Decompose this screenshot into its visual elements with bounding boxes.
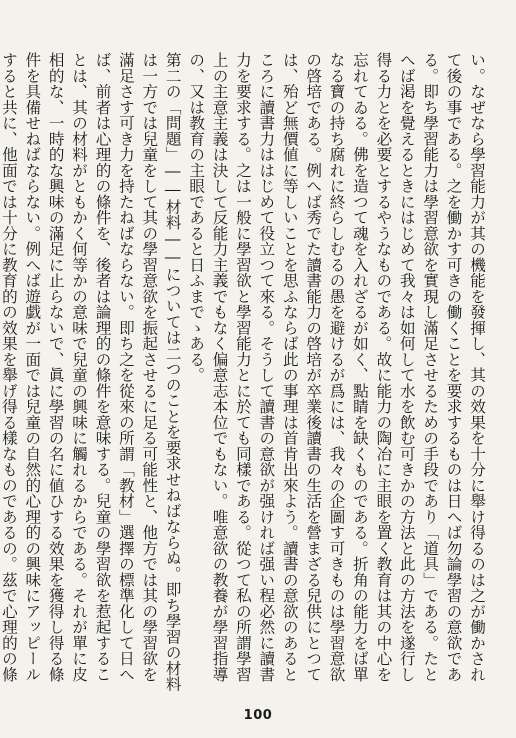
paragraph: 第二の「問題」――材料――については二つのことを要求せねばならぬ。即ち學習の材料は一方では兒童をして其の學習意欲を振起させるに足る可能性と、他方では其の學習欲を滿足さす可き力を持たねばならない。即ち之を從來の所謂「教材」選擇の標準化して日へば、前者は心理的の條件を、後者は論理的の條件を意味する。兒童の學習欲を惹起することは、其の材料がともかく何等かの意味で兒童の興味に觸れるからである。それが單に皮相的な、一時的な興味の滿足に止らないで、眞に學習の名に値ひする效果を獲得し得る條件を具備せねばならない。例へば遊戯が一面では兒童の自然的心理的の興味にアッピールすると共に、他面では十分に教育的の效果を舉げ得る樣なものであるの。茲で心理的の條 (0, 52, 182, 692)
paragraph: い。なぜなら學習能力が其の機能を發揮し、其の效果を十分に舉け得るのは之が働かされて後の事である。之を働かす可きの働くことを要求するものは日へば勿論學習の意欲である。即ち學習能力は學習意欲を實現し滿足させるための手段であり「道具」である。たとへば渇を覺えるときにはじめて我々は如何して水を飲む可きかの方法と此の方法を遂行し得る力とを必要とするやうなものである。故に能力の陶冶に主眼を置く教育は其の中心を忘れてゐる。佛を造つて魂を入れざるが如く、點睛を缺くものである。折角の能力をば單なる寶の持ち腐れに終らしむるの愚を避けるが爲には、我々の企圖す可きものは學習意欲の啓培である。例へば秀でた讀書能力の啓培が卒業後讀書の生活を營まざる兒供にとつては、殆ど無價値に等しいことを思ふならば此の事理は首肯出來よう。讀書の意欲のあるところに讀書力ははじめて役立つて來る。そうして讀書の意欲が强ければ强い程必然に讀書力を要求する。之は一般に學習欲と學習能力とに於ても同樣である。從つて私の所謂學習上の主意主義は決して反能力主義でもなく偏意志本位でもない。唯意欲の教養が學習指導の、又は教育の主眼であると日ふまでゝある。 (187, 52, 486, 682)
body-text (0, 52, 488, 692)
page-number: 100 (243, 708, 273, 723)
